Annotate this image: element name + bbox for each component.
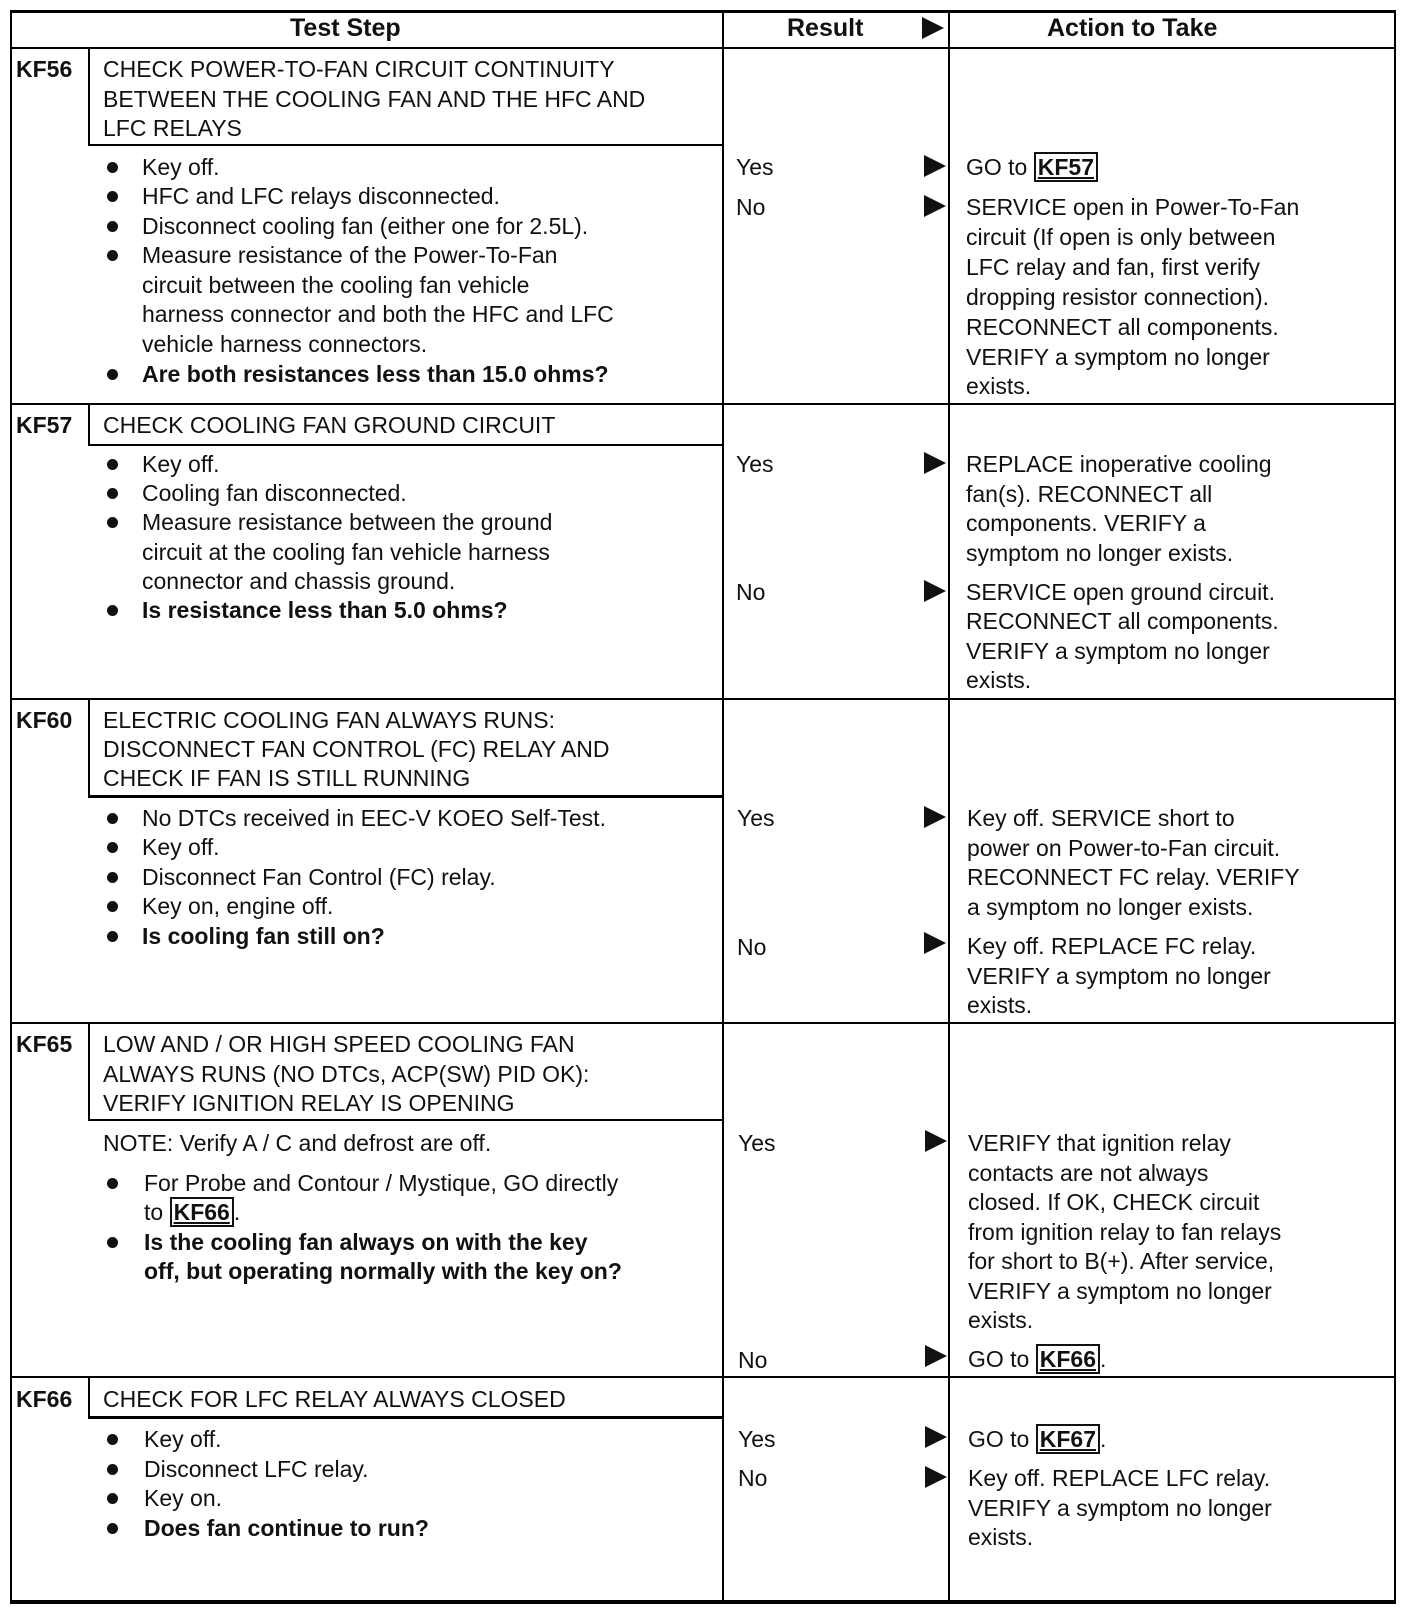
step-question: Are both resistances less than 15.0 ohms? — [142, 361, 609, 387]
action-line: REPLACE inoperative cooling — [966, 451, 1272, 477]
step-note: NOTE: Verify A / C and defrost are off. — [103, 1130, 492, 1156]
row-divider — [10, 403, 1396, 405]
title-underline — [88, 144, 722, 146]
action-line: SERVICE open ground circuit. — [966, 579, 1275, 605]
step-instruction: Measure resistance between the ground — [142, 509, 553, 535]
kf66-reference-link[interactable]: KF66 — [1036, 1344, 1100, 1374]
id-divider — [88, 699, 90, 796]
step-instruction: Key off. — [142, 834, 220, 860]
step-title-line: CHECK POWER-TO-FAN CIRCUIT CONTINUITY — [103, 56, 615, 82]
bullet-icon — [107, 872, 118, 883]
step-instruction: vehicle harness connectors. — [142, 331, 428, 357]
bullet-icon — [107, 1434, 118, 1445]
step-instruction: Disconnect LFC relay. — [144, 1456, 369, 1482]
step-instruction: harness connector and both the HFC and LFC — [142, 301, 614, 327]
action-line: Key off. SERVICE short to — [967, 805, 1235, 831]
result-label: No — [738, 1465, 768, 1491]
result-label: Yes — [736, 154, 774, 180]
title-underline — [88, 1119, 722, 1121]
step-question: Is the cooling fan always on with the key — [144, 1229, 588, 1255]
action-line: VERIFY a symptom no longer — [966, 638, 1270, 664]
bullet-icon — [107, 1464, 118, 1475]
step-title-line: LOW AND / OR HIGH SPEED COOLING FAN — [103, 1031, 575, 1057]
step-instruction: Key off. — [142, 451, 220, 477]
bullet-icon — [107, 369, 118, 380]
kf66-reference-link[interactable]: KF66 — [170, 1197, 234, 1227]
step-title-line: ALWAYS RUNS (NO DTCs, ACP(SW) PID OK): — [103, 1061, 590, 1087]
action-line: VERIFY a symptom no longer — [968, 1278, 1272, 1304]
step-instruction: No DTCs received in EEC-V KOEO Self-Test. — [142, 805, 606, 831]
step-title-line: BETWEEN THE COOLING FAN AND THE HFC AND — [103, 86, 646, 112]
bullet-icon — [107, 1493, 118, 1504]
bullet-icon — [107, 1523, 118, 1534]
step-instruction: Key off. — [144, 1426, 222, 1452]
action-line: dropping resistor connection). — [966, 284, 1269, 310]
action-line: power on Power-to-Fan circuit. — [967, 835, 1281, 861]
step-instruction: HFC and LFC relays disconnected. — [142, 183, 500, 209]
bullet-icon — [107, 813, 118, 824]
action-line: circuit (If open is only between — [966, 224, 1276, 250]
action-text: GO to KF67 . — [968, 1426, 1107, 1452]
bullet-icon — [107, 1178, 118, 1189]
action-line: Key off. REPLACE FC relay. — [967, 933, 1257, 959]
bullet-icon — [107, 488, 118, 499]
step-instruction: Disconnect Fan Control (FC) relay. — [142, 864, 496, 890]
row-divider — [10, 698, 1396, 700]
step-question: Does fan continue to run? — [144, 1515, 429, 1541]
action-line: fan(s). RECONNECT all — [966, 481, 1213, 507]
step-instruction: For Probe and Contour / Mystique, GO directly — [144, 1170, 619, 1196]
bullet-icon — [107, 931, 118, 942]
bullet-icon — [107, 221, 118, 232]
column-divider-result — [722, 10, 724, 1604]
action-line: Key off. REPLACE LFC relay. — [968, 1465, 1271, 1491]
action-text: GO to KF57 — [966, 152, 1098, 182]
kf67-reference-link[interactable]: KF67 — [1036, 1424, 1100, 1454]
step-instruction: Key on. — [144, 1485, 222, 1511]
title-underline — [88, 444, 722, 446]
action-line: exists. — [966, 373, 1032, 399]
action-line: a symptom no longer exists. — [967, 894, 1254, 920]
bullet-icon — [107, 901, 118, 912]
arrow-icon — [925, 1345, 947, 1367]
bullet-icon — [107, 162, 118, 173]
arrow-icon — [924, 932, 946, 954]
bullet-icon — [107, 191, 118, 202]
step-instruction: to KF66 . — [144, 1199, 241, 1225]
title-underline — [88, 795, 722, 798]
result-label: Yes — [738, 1130, 776, 1156]
result-label: Yes — [737, 805, 775, 831]
arrow-icon — [925, 1130, 947, 1152]
step-instruction: connector and chassis ground. — [142, 568, 456, 594]
action-line: RECONNECT all components. — [966, 608, 1279, 634]
action-line: exists. — [968, 1307, 1034, 1333]
arrow-icon — [924, 195, 946, 217]
step-title-line: VERIFY IGNITION RELAY IS OPENING — [103, 1090, 515, 1116]
header-test-step: Test Step — [290, 14, 401, 42]
step-id: KF66 — [16, 1386, 73, 1412]
action-line: LFC relay and fan, first verify — [966, 254, 1260, 280]
result-label: No — [737, 934, 767, 960]
bullet-icon — [107, 605, 118, 616]
step-instruction: Cooling fan disconnected. — [142, 480, 407, 506]
id-divider — [88, 1023, 90, 1120]
action-line: VERIFY a symptom no longer — [967, 963, 1271, 989]
step-title-line: ELECTRIC COOLING FAN ALWAYS RUNS: — [103, 707, 555, 733]
step-title-line: LFC RELAYS — [103, 115, 242, 141]
result-label: No — [738, 1347, 768, 1373]
result-label: Yes — [738, 1426, 776, 1452]
action-line: VERIFY that ignition relay — [968, 1130, 1231, 1156]
id-divider — [88, 48, 90, 145]
bullet-icon — [107, 517, 118, 528]
title-underline — [88, 1416, 722, 1419]
bullet-icon — [107, 459, 118, 470]
action-line: components. VERIFY a — [966, 510, 1206, 536]
kf57-reference-link[interactable]: KF57 — [1034, 152, 1098, 182]
step-instruction: circuit at the cooling fan vehicle harness — [142, 539, 550, 565]
result-label: No — [736, 579, 766, 605]
action-line: exists. — [968, 1524, 1034, 1550]
result-label: No — [736, 194, 766, 220]
step-id: KF65 — [16, 1031, 73, 1057]
action-line: SERVICE open in Power-To-Fan — [966, 194, 1300, 220]
action-line: VERIFY a symptom no longer — [966, 344, 1270, 370]
step-instruction: Key on, engine off. — [142, 893, 334, 919]
step-title-line: CHECK FOR LFC RELAY ALWAYS CLOSED — [103, 1386, 566, 1412]
step-question: Is cooling fan still on? — [142, 923, 385, 949]
id-divider — [88, 404, 90, 445]
id-divider — [88, 1377, 90, 1417]
step-question: off, but operating normally with the key on? — [144, 1258, 622, 1284]
arrow-icon — [925, 1426, 947, 1448]
action-line: exists. — [967, 992, 1033, 1018]
column-divider-action — [948, 10, 950, 1604]
bullet-icon — [107, 250, 118, 261]
step-instruction: Disconnect cooling fan (either one for 2.5L). — [142, 213, 589, 239]
header-arrow-icon — [922, 17, 944, 39]
arrow-icon — [924, 155, 946, 177]
step-id: KF56 — [16, 56, 73, 82]
step-title-line: DISCONNECT FAN CONTROL (FC) RELAY AND — [103, 736, 610, 762]
action-line: for short to B(+). After service, — [968, 1248, 1275, 1274]
arrow-icon — [924, 806, 946, 828]
row-divider — [10, 1376, 1396, 1378]
action-line: closed. If OK, CHECK circuit — [968, 1189, 1260, 1215]
action-line: RECONNECT FC relay. VERIFY — [967, 864, 1300, 890]
action-line: contacts are not always — [968, 1160, 1209, 1186]
action-line: RECONNECT all components. — [966, 314, 1279, 340]
row-divider — [10, 1022, 1396, 1024]
step-id: KF57 — [16, 412, 73, 438]
action-line: symptom no longer exists. — [966, 540, 1234, 566]
arrow-icon — [925, 1466, 947, 1488]
action-line: from ignition relay to fan relays — [968, 1219, 1282, 1245]
header-divider — [10, 47, 1396, 49]
step-instruction: Key off. — [142, 154, 220, 180]
header-result: Result — [787, 14, 864, 42]
arrow-icon — [924, 580, 946, 602]
header-action: Action to Take — [1047, 14, 1218, 42]
result-label: Yes — [736, 451, 774, 477]
step-id: KF60 — [16, 707, 73, 733]
step-title-line: CHECK IF FAN IS STILL RUNNING — [103, 765, 471, 791]
action-line: exists. — [966, 667, 1032, 693]
action-text: GO to KF66 . — [968, 1346, 1107, 1372]
arrow-icon — [924, 452, 946, 474]
bullet-icon — [107, 1237, 118, 1248]
step-title-line: CHECK COOLING FAN GROUND CIRCUIT — [103, 412, 556, 438]
step-question: Is resistance less than 5.0 ohms? — [142, 597, 508, 623]
step-instruction: circuit between the cooling fan vehicle — [142, 272, 530, 298]
step-instruction: Measure resistance of the Power-To-Fan — [142, 242, 558, 268]
action-line: VERIFY a symptom no longer — [968, 1495, 1272, 1521]
bullet-icon — [107, 842, 118, 853]
